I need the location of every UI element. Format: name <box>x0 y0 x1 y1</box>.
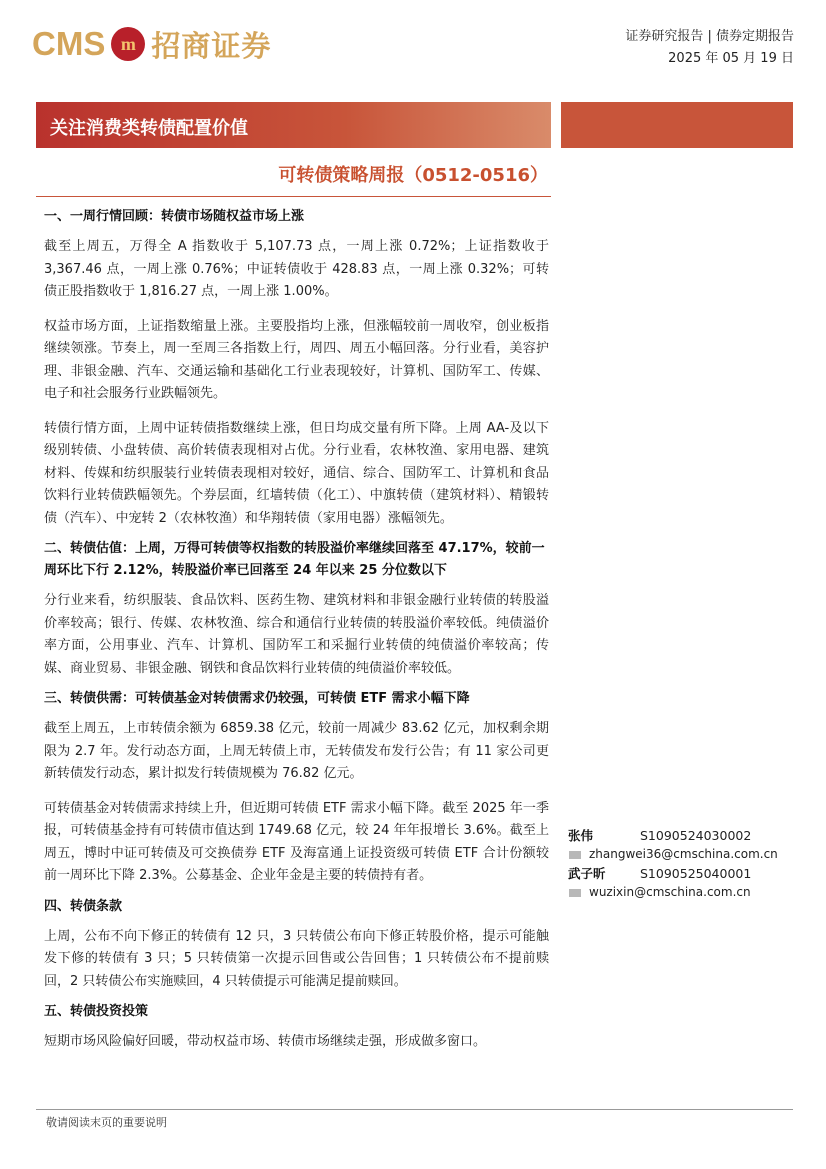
analyst-email-row <box>568 845 798 864</box>
logo-chinese-name: 招商证券 <box>151 28 272 63</box>
paragraph: 转债行情方面，上周中证转债指数继续上涨，但日均成交量有所下降。上周 AA-及以下级别转债、小盘转债、高价转债表现相对占优。分行业看，农林牧渔、家用电器、建筑材料、传媒和纺织服装行业转债表现相对较好，通信、综合、国防军工、计算机和食品饮料行业转债跌幅领先。个券层面，红墙转债（化工）、中旗转债（建筑材料）、精锻转债（汽车）、中宠转 2（农林牧渔）和华翔转债（家用电器）涨幅领先。 <box>44 420 549 526</box>
company-logo <box>32 24 271 64</box>
footer-note: 敬请阅读末页的重要说明 <box>46 1116 167 1129</box>
paragraph: 短期市场风险偏好回暖，带动权益市场、转债市场继续走强，形成做多窗口。 <box>44 1034 487 1049</box>
main-content <box>44 206 549 1054</box>
report-subtitle: 可转债策略周报（0512-0516） <box>278 165 548 186</box>
analyst-row <box>568 826 798 845</box>
footer-divider <box>36 1109 793 1110</box>
mail-icon <box>569 889 581 897</box>
paragraph: 截至上周五，万得全 A 指数收于 5,107.73 点，一周上涨 0.72%；上证指数收于 3,367.46 点，一周上涨 0.76%；中证转债收于 428.83 点，一周上涨 0.32%；可转债正股指数收于 1,816.27 点，一周上涨 1.00%。 <box>44 239 549 299</box>
analyst-email[interactable]: zhangwei36@cmschina.com.cn <box>589 847 778 861</box>
report-type: 证券研究报告 | 债券定期报告 <box>625 29 794 44</box>
side-banner <box>561 102 793 148</box>
paragraph: 权益市场方面，上证指数缩量上涨。主要股指均上涨，但涨幅较前一周收窄，创业板指继续领涨。节奏上，周一至周三各指数上行，周四、周五小幅回落。分行业看，美容护理、非银金融、汽车、交通运输和基础化工行业表现较好，计算机、国防军工、传媒、电子和社会服务行业跌幅领先。 <box>44 318 549 401</box>
paragraph: 可转债基金对转债需求持续上升，但近期可转债 ETF 需求小幅下降。截至 2025 年一季报，可转债基金持有可转债市值达到 1749.68 亿元，较 24 年年报增长 3.6%。截至上周五，博时中证可转债及可交换债券 ETF 及海富通上证投资级可转债 ETF 合计份额较前一周环比下降 2.3%。公募基金、企业年金是主要的转债持有者。 <box>44 800 549 883</box>
analyst-block <box>568 826 798 902</box>
paragraph: 上周，公布不向下修正的转债有 12 只，3 只转债公布向下修正转股价格，提示可能触发下修的转债有 3 只；5 只转债第一次提示回售或公告回售；1 只转债公布不提前赎回，2 只转债公布实施赎回，4 只转债提示可能满足提前赎回。 <box>44 928 549 989</box>
analyst-cert: S1090524030002 <box>640 828 752 843</box>
analyst-cert: S1090525040001 <box>640 866 752 881</box>
analyst-name: 武子昕 <box>568 866 606 881</box>
report-date: 2025 年 05 月 19 日 <box>668 51 794 66</box>
section-heading: 二、转债估值：上周，万得可转债等权指数的转股溢价率继续回落至 47.17%，较前一周环比下行 2.12%，转股溢价率已回落至 24 年以来 25 分位数以下 <box>44 541 545 578</box>
analyst-email-row <box>568 883 798 902</box>
title-banner <box>36 102 551 148</box>
paragraph: 截至上周五，上市转债余额为 6859.38 亿元，较前一周减少 83.62 亿元，加权剩余期限为 2.7 年。发行动态方面，上周无转债上市，无转债发布发行公告；有 11 家公司更新转债发行动态，累计拟发行转债规模为 76.82 亿元。 <box>44 721 549 781</box>
section-heading: 四、转债条款 <box>44 898 123 914</box>
logo-cms-text: CMS <box>32 25 106 62</box>
analyst-row <box>568 864 798 883</box>
logo-emblem-icon: m <box>111 27 145 61</box>
section-heading: 三、转债供需：可转债基金对转债需求仍较强，可转债 ETF 需求小幅下降 <box>44 691 470 706</box>
section-heading: 一、一周行情回顾：转债市场随权益市场上涨 <box>44 209 305 224</box>
mail-icon <box>569 851 581 859</box>
title-divider <box>36 196 551 197</box>
analyst-email[interactable]: wuzixin@cmschina.com.cn <box>589 885 751 899</box>
report-title: 关注消费类转债配置价值 <box>50 118 248 139</box>
section-heading: 五、转债投资投策 <box>44 1004 149 1019</box>
paragraph: 分行业来看，纺织服装、食品饮料、医药生物、建筑材料和非银金融行业转债的转股溢价率较高；银行、传媒、农林牧渔、综合和通信行业转债的转股溢价率较低。纯债溢价率方面，公用事业、汽车、计算机、国防军工和采掘行业转债的纯债溢价率较高；传媒、商业贸易、非银金融、钢铁和食品饮料行业转债的纯债溢价率较低。 <box>44 593 549 676</box>
analyst-name: 张伟 <box>568 828 594 843</box>
header-meta <box>625 26 794 70</box>
